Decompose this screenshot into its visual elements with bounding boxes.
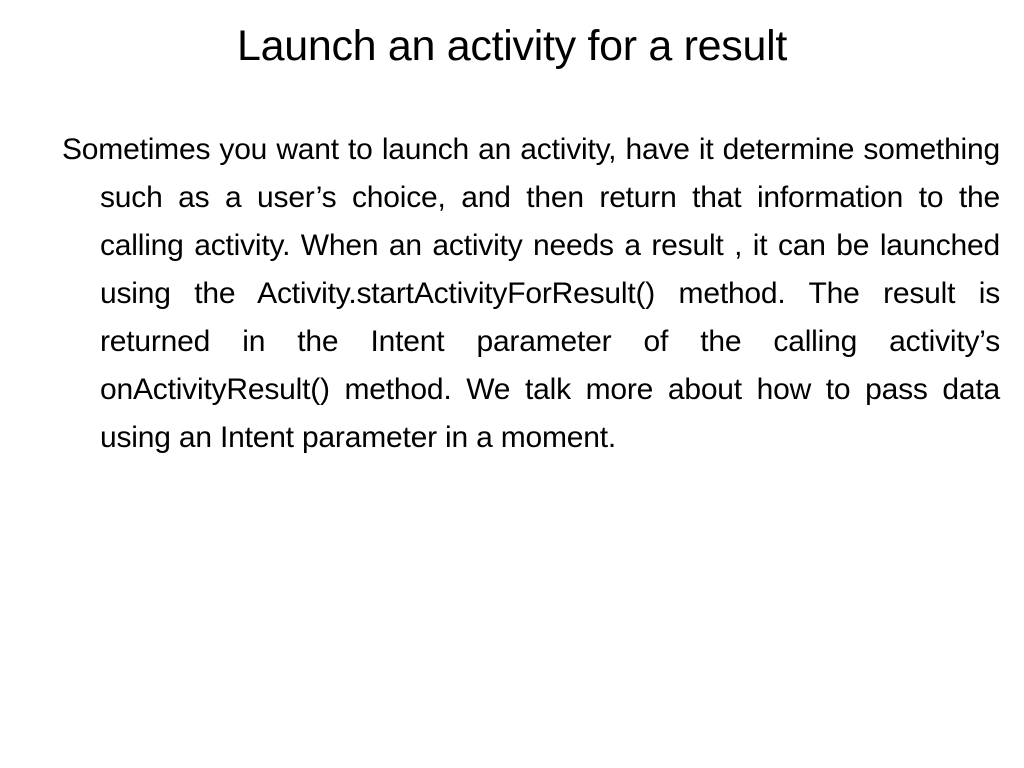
slide-title: Launch an activity for a result (237, 22, 787, 70)
slide-body-paragraph: Sometimes you want to launch an activity, have it determine something such as a user’s choice, and then return that information to the calling activity. When an activity needs a result , it can be launched using the Activity.startActivityForResult() method. The result is returned in the Intent parameter of the calling activity’s onActivityResult() method. We talk more about how to pass data using an Intent parameter in a moment. (62, 133, 1000, 454)
